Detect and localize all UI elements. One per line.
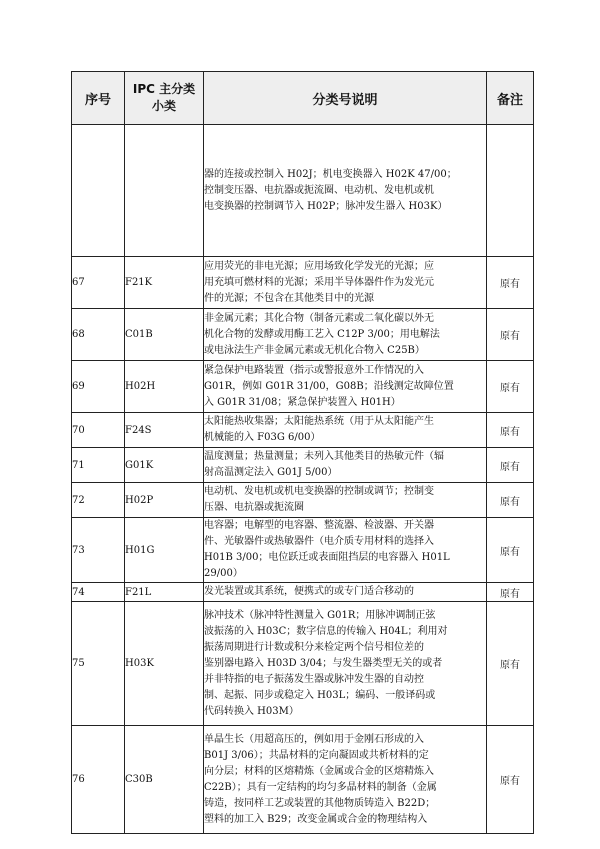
row-ipc-code: F24S <box>125 413 204 448</box>
table-row <box>72 448 534 483</box>
row-description <box>204 257 487 309</box>
row-ipc-code: H01G <box>125 518 204 583</box>
header-row <box>72 72 534 125</box>
row-description <box>204 413 487 448</box>
description-line: B01J 3/06）；共晶材料的定向凝固或共析材料的定 <box>204 749 429 761</box>
description-line: 机化合物的发酵或用酶工艺入 C12P 3/00；用电解法 <box>204 328 440 340</box>
description-line: 用充填可燃材料的光源；采用半导体器件作为发光元 <box>204 276 434 288</box>
row-seq: 75 <box>72 602 125 726</box>
description-line: 器的连接或控制入 H02J；机电变换器入 H02K 47/00； <box>204 168 457 180</box>
description-line: 温度测量；热量测量；未列入其他类目的热敏元件（辐 <box>204 451 444 462</box>
header-desc: 分类号说明 <box>204 72 487 125</box>
description-line: 非金属元素；其化合物（制备元素或二氧化碳以外无 <box>204 312 434 324</box>
row-ipc-code <box>125 125 204 257</box>
table-row <box>72 361 534 413</box>
description-line: 紧急保护电路装置（指示或警报意外工作情况的入 <box>204 364 424 376</box>
row-description <box>204 483 487 518</box>
description-line: 电动机、发电机或机电变换器的控制或调节；控制变 <box>204 486 434 497</box>
row-note: 原有 <box>487 602 534 726</box>
row-ipc-code: H02P <box>125 483 204 518</box>
table-row <box>72 518 534 583</box>
description-line: 件、光敏器件或热敏器件（电介质专用材料的选择入 <box>204 536 434 547</box>
description-line: 太阳能热收集器；太阳能热系统（用于从太阳能产生 <box>204 416 434 427</box>
row-description <box>204 448 487 483</box>
description-line: 铸造，按同样工艺或装置的其他物质铸造入 B22D； <box>204 797 436 809</box>
row-description <box>204 361 487 413</box>
table-row <box>72 583 534 602</box>
description-line: 发光装置或其系统，便携式的或专门适合移动的 <box>204 586 414 597</box>
row-note: 原有 <box>487 448 534 483</box>
row-note: 原有 <box>487 518 534 583</box>
row-description <box>204 583 487 602</box>
description-line: 波振荡的入 H03C；数字信息的传输入 H04L；利用对 <box>204 625 448 637</box>
row-note: 原有 <box>487 361 534 413</box>
row-ipc-code: H02H <box>125 361 204 413</box>
row-seq: 68 <box>72 309 125 361</box>
description-line: G01R，例如 G01R 31/00，G08B；沿线测定故障位置 <box>204 380 454 392</box>
row-note: 原有 <box>487 413 534 448</box>
row-ipc-code: H03K <box>125 602 204 726</box>
table-row <box>72 125 534 257</box>
row-note <box>487 125 534 257</box>
row-note: 原有 <box>487 257 534 309</box>
description-line: 电变换器的控制调节入 H02P；脉冲发生器入 H03K） <box>204 200 448 212</box>
row-description <box>204 309 487 361</box>
table-row <box>72 602 534 726</box>
row-description <box>204 518 487 583</box>
header-seq: 序号 <box>72 72 125 125</box>
row-note: 原有 <box>487 726 534 834</box>
row-seq <box>72 125 125 257</box>
row-ipc-code: F21L <box>125 583 204 602</box>
table-row <box>72 483 534 518</box>
row-note: 原有 <box>487 309 534 361</box>
description-line: 件的光源；不包含在其他类目中的光源 <box>204 292 374 304</box>
description-line: 向分层；材料的区熔精炼（金属或合金的区熔精炼入 <box>204 765 434 777</box>
description-line: 塑料的加工入 B29；改变金属或合金的物理结构入 <box>204 813 428 825</box>
description-line: 脉冲技术（脉冲特性测量入 G01R；用脉冲调制正弦 <box>204 609 436 621</box>
row-seq: 72 <box>72 483 125 518</box>
description-line: C22B）；具有一定结构的均匀多晶材料的制备（金属 <box>204 781 437 793</box>
description-line: 应用荧光的非电光源；应用场致化学发光的光源；应 <box>204 260 434 272</box>
row-ipc-code: C30B <box>125 726 204 834</box>
description-line: 29/00） <box>204 568 243 579</box>
description-line: 射高温测定法入 G01J 5/00） <box>204 467 338 478</box>
description-line: 机械能的入 F03G 6/00） <box>204 432 321 443</box>
row-ipc-code: F21K <box>125 257 204 309</box>
row-description <box>204 726 487 834</box>
row-ipc-code: G01K <box>125 448 204 483</box>
row-seq: 73 <box>72 518 125 583</box>
row-seq: 69 <box>72 361 125 413</box>
row-seq: 74 <box>72 583 125 602</box>
table-row <box>72 309 534 361</box>
row-seq: 70 <box>72 413 125 448</box>
description-line: 制、起振、同步或稳定入 H03L；编码、一般译码或 <box>204 689 436 701</box>
row-seq: 76 <box>72 726 125 834</box>
table-row <box>72 726 534 834</box>
row-description <box>204 125 487 257</box>
header-note: 备注 <box>487 72 534 125</box>
description-line: 并非特指的电子振荡发生器或脉冲发生器的自动控 <box>204 673 424 685</box>
description-line: 鉴别器电路入 H03D 3/04；与发生器类型无关的或者 <box>204 657 443 669</box>
description-line: 振荡周期进行计数或积分来检定两个信号相位差的 <box>204 641 424 653</box>
description-line: 单晶生长（用超高压的，例如用于金刚石形成的入 <box>204 733 424 745</box>
description-line: 压器、电抗器或扼流圈 <box>204 502 304 513</box>
header-ipc-line2: 小类 <box>151 99 176 113</box>
table-row <box>72 413 534 448</box>
description-line: 控制变压器、电抗器或扼流圈、电动机、发电机或机 <box>204 184 434 196</box>
header-ipc-line1: IPC 主分类 <box>132 82 196 96</box>
description-line: 或电泳法生产非金属元素或无机化合物入 C25B） <box>204 344 425 356</box>
header-ipc <box>125 72 204 125</box>
table-row <box>72 257 534 309</box>
description-line: 入 G01R 31/08；紧急保护装置入 H01H） <box>204 396 401 408</box>
description-line: 电容器；电解型的电容器、整流器、检波器、开关器 <box>204 520 434 531</box>
row-note: 原有 <box>487 583 534 602</box>
row-ipc-code: C01B <box>125 309 204 361</box>
row-seq: 71 <box>72 448 125 483</box>
row-seq: 67 <box>72 257 125 309</box>
description-line: H01B 3/00；电位跃迁或表面阻挡层的电容器入 H01L <box>204 552 450 563</box>
ipc-table <box>71 71 534 834</box>
row-note: 原有 <box>487 483 534 518</box>
row-description <box>204 602 487 726</box>
description-line: 代码转换入 H03M） <box>204 705 299 717</box>
